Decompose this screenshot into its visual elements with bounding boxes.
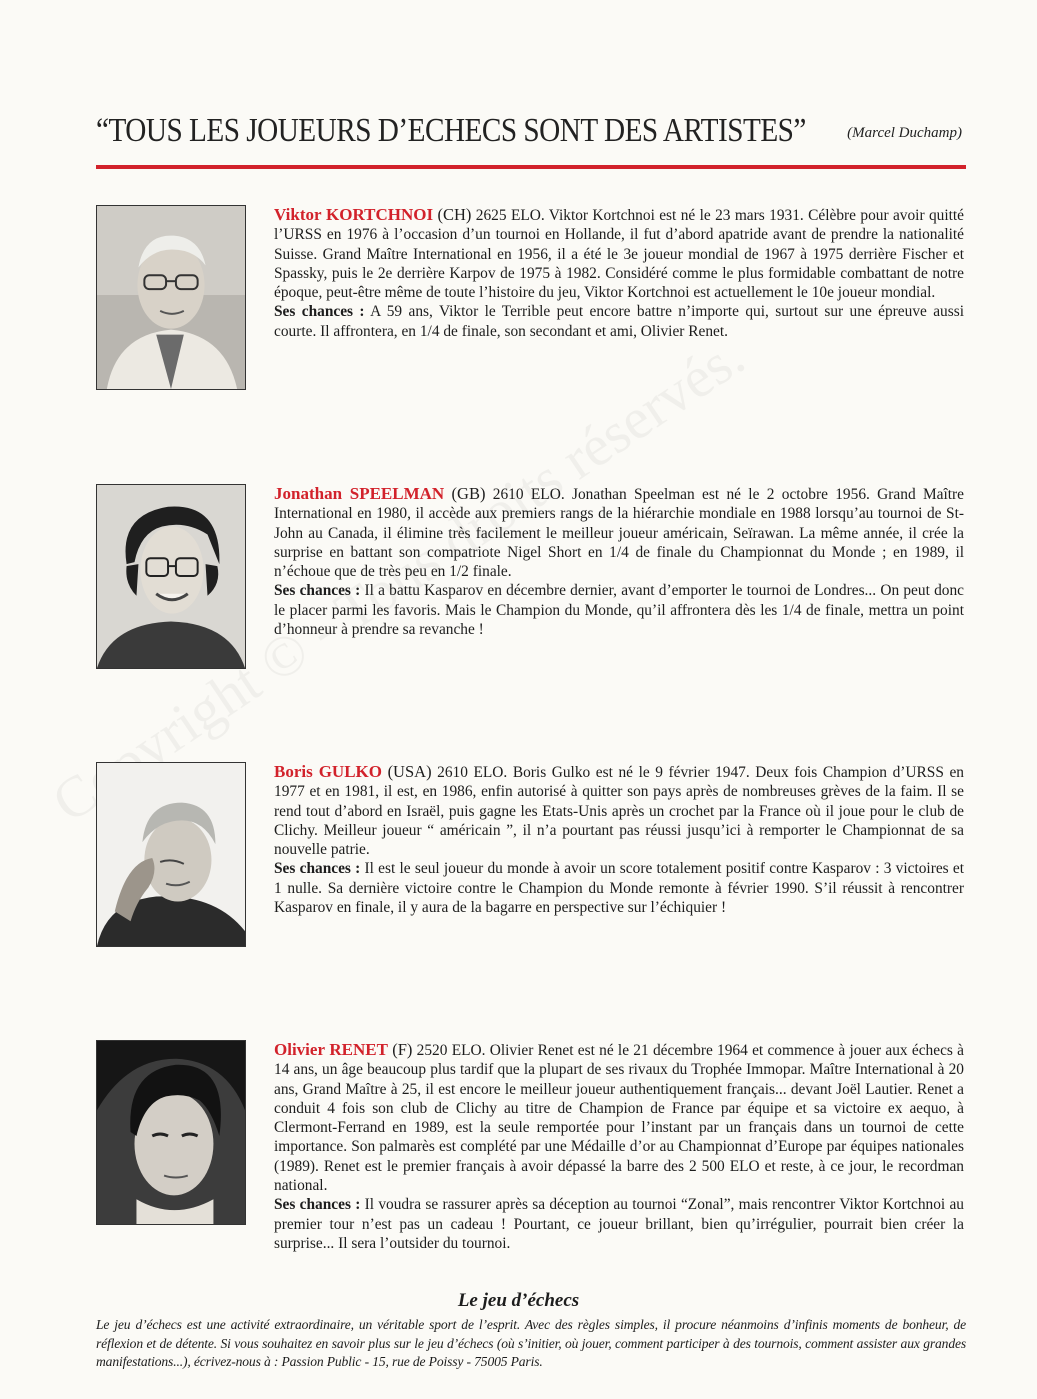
player-name: Viktor KORTCHNOI bbox=[274, 205, 434, 224]
player-description: 2625 ELO. Viktor Kortchnoi est né le 23 mars 1931. Célèbre pour avoir quitté l’URSS en 1976 à l’occasion d’un tournoi en Hollande, il fut d’abord apatride avant de prendre la nationalité Suisse. Grand Maître International en 1956, il a été le 3e joueur mondial de 1967 à 1975 derrière Fischer et Spassky, puis le 2e derrière Karpov de 1975 à 1982. Considéré comme le plus formidable combattant de notre époque, peut-être même de toute l’histoire du jeu, Viktor Kortchnoi est actuellement le 10e joueur mondial. bbox=[274, 207, 965, 302]
player-photo bbox=[96, 1040, 246, 1225]
player-country: (F) bbox=[392, 1040, 413, 1059]
player-photo bbox=[96, 762, 246, 947]
player-name: Olivier RENET bbox=[274, 1040, 388, 1059]
player-country: (CH) bbox=[437, 205, 472, 224]
quote-attribution: (Marcel Duchamp) bbox=[847, 125, 962, 141]
player-country: (GB) bbox=[451, 484, 486, 503]
page-header bbox=[96, 112, 968, 150]
chances-text: Il a battu Kasparov en décembre dernier, avant d’emporter le tournoi de Londres... On peut donc le placer parmi les favoris. Mais le Champion du Monde, qu’il affrontera dès les 1/4 de finale, mettra un point d’honneur à prendre sa revanche ! bbox=[274, 582, 965, 639]
chances-text: Il voudra se rassurer après sa déception au tournoi “Zonal”, mais rencontrer Viktor Kortchnoi au premier tour n’est pas un cadeau ! Pourtant, ce joueur brillant, bien qu’irrégulier, pourrait bien créer la surprise... Il sera l’outsider du tournoi. bbox=[274, 1196, 965, 1252]
chances-text: A 59 ans, Viktor le Terrible peut encore battre n’importe qui, surtout sur une épreuve aussi courte. Il affrontera, en 1/4 de finale, son secondant et ami, Olivier Renet. bbox=[274, 303, 965, 340]
player-country: (USA) bbox=[387, 762, 432, 781]
red-divider bbox=[96, 165, 966, 169]
player-name: Jonathan SPEELMAN bbox=[274, 484, 445, 503]
player-description: 2610 ELO. Boris Gulko est né le 9 février 1947. Deux fois Champion d’URSS en 1977 et en 1981, il est, en 1986, enfin autorisé à quitter son pays après de nombreuses grèves de la faim. Il se rend tout d’abord en Israël, puis gagne les Etats-Unis après un crochet par la France où il joue pour le club de Clichy. Meilleur joueur “ américain ”, il n’a pourtant pas réussi jusqu’ici à remporter le Championnat de sa nouvelle patrie. bbox=[274, 764, 964, 859]
chances-label: Ses chances : bbox=[274, 1196, 361, 1214]
player-bio bbox=[274, 484, 964, 639]
player-bio bbox=[274, 1040, 964, 1253]
player-bio bbox=[274, 762, 964, 917]
chances-label: Ses chances : bbox=[274, 303, 365, 321]
page-title: “TOUS LES JOUEURS D’ECHECS SONT DES ARTISTES” bbox=[96, 112, 806, 149]
player-photo bbox=[96, 205, 246, 390]
player-description: 2610 ELO. Jonathan Speelman est né le 2 octobre 1956. Grand Maître International en 1980, il accède aux premiers rangs de la hiérarchie mondiale en 1988 lorsqu’au tournoi de St-John au Canada, il élimine très facilement le meilleur joueur américain, Seïrawan. La même année, il crée la surprise en battant son compatriote Nigel Short en 1/4 de finale du Championnat du Monde ; en 1989, il n’échoue que de très peu en 1/2 finale. bbox=[274, 486, 964, 581]
player-name: Boris GULKO bbox=[274, 762, 382, 781]
player-description: 2520 ELO. Olivier Renet est né le 21 décembre 1964 et commence à jouer aux échecs à 14 ans, un âge beaucoup plus tardif que la plupart de ses rivaux du Trophée Immopar. Maître International à 20 ans, Grand Maître à 25, il est encore le meilleur joueur authentiquement français... devant Joël Lautier. Renet a conduit 4 fois son club de Clichy au titre de Champion de France par équipe et sa victoire ex aequo, à Clermont-Ferrand en 1989, est la seule remportée pour l’instant par un français dans un tournoi de cette importance. Son palmarès est complété par une Médaille d’or au Championnat d’Europe par équipes nationales (1989). Renet est le premier français à avoir dépassé la barre des 2 500 ELO et reste, à ce jour, le recordman national. bbox=[274, 1042, 964, 1195]
footer-text: Le jeu d’échecs est une activité extraordinaire, un véritable sport de l’esprit. Avec des règles simples, il procure néanmoins d’infinis moments de bonheur, de réflexion et de détente. Si vous souhaitez en savoir plus sur le jeu d’échecs (où s’initier, où jouer, comment participer à des tournois, comment assister aux grandes manifestations...), écrivez-nous à : Passion Public - 15, rue de Poissy - 75005 Paris. bbox=[96, 1317, 966, 1369]
chances-label: Ses chances : bbox=[274, 860, 361, 878]
chances-text: Il est le seul joueur du monde à avoir un score totalement positif contre Kasparov : 3 victoires et 1 nulle. Sa dernière victoire contre le Champion du Monde remonte à février 1990. S’il réussit à rencontrer Kasparov en finale, il y aura de la bagarre en perspective sur l’échiquier ! bbox=[274, 860, 965, 917]
player-bio bbox=[274, 205, 964, 341]
player-photo bbox=[96, 484, 246, 669]
chances-label: Ses chances : bbox=[274, 582, 361, 600]
footer-title: Le jeu d’échecs bbox=[457, 1290, 580, 1311]
